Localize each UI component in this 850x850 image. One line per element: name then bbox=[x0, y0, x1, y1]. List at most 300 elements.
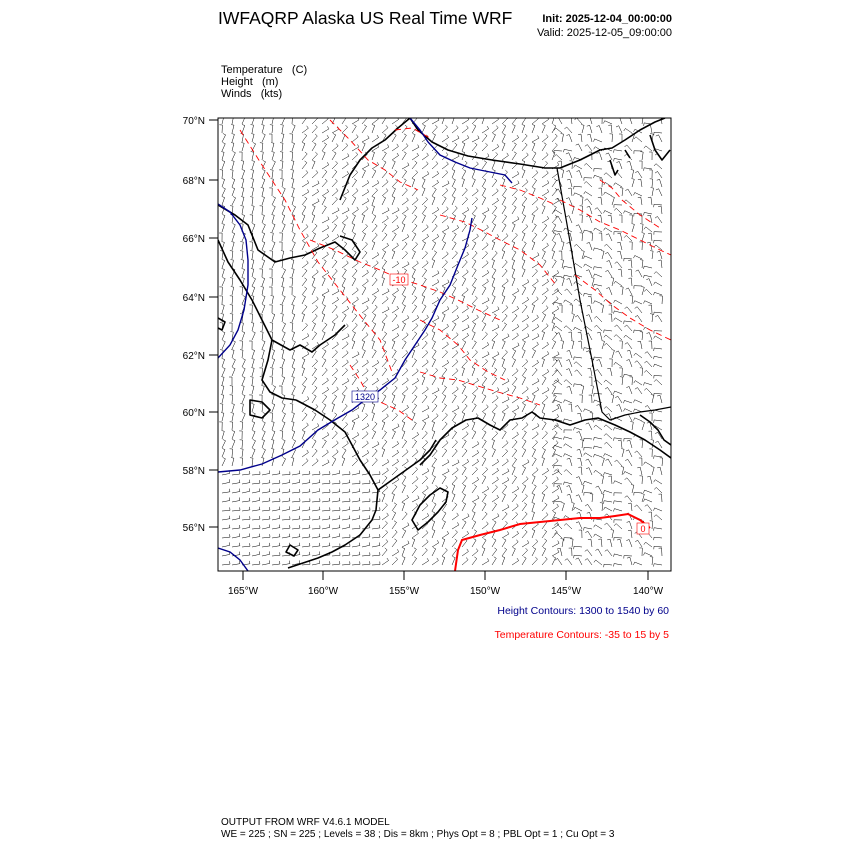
wind-barb bbox=[231, 242, 234, 251]
wind-barb bbox=[492, 503, 497, 511]
wind-barb bbox=[240, 251, 243, 259]
wind-barb bbox=[242, 488, 250, 493]
wind-barb bbox=[616, 351, 622, 358]
wind-barb bbox=[322, 197, 326, 206]
wind-barb bbox=[472, 557, 477, 565]
wind-barb bbox=[492, 269, 496, 277]
wind-barb bbox=[242, 534, 250, 539]
wind-barb bbox=[270, 368, 273, 376]
wind-barb bbox=[312, 552, 320, 557]
wind-barb bbox=[522, 260, 525, 269]
wind-barb bbox=[492, 152, 498, 160]
wind-barb bbox=[432, 350, 436, 358]
wind-barb bbox=[402, 495, 409, 502]
wind-barb bbox=[382, 332, 387, 340]
wind-barb bbox=[654, 245, 662, 250]
wind-barb bbox=[402, 215, 406, 223]
wind-barb bbox=[422, 125, 425, 134]
wind-barb bbox=[312, 359, 318, 367]
wind-barb bbox=[312, 543, 320, 547]
wind-barb bbox=[472, 350, 478, 358]
wind-barb bbox=[322, 534, 330, 538]
wind-barb bbox=[422, 296, 425, 305]
wind-barb bbox=[262, 560, 270, 565]
wind-barb bbox=[472, 260, 476, 268]
wind-barb bbox=[402, 234, 409, 241]
wind-barb bbox=[412, 305, 417, 313]
wind-barb bbox=[252, 422, 255, 431]
wind-barb bbox=[587, 242, 592, 250]
wind-barb bbox=[290, 116, 293, 124]
wind-barb bbox=[512, 386, 516, 394]
wind-barb bbox=[241, 179, 244, 188]
wind-barb bbox=[576, 522, 582, 529]
wind-barb bbox=[532, 207, 538, 215]
wind-barb bbox=[269, 305, 272, 313]
wind-barb bbox=[292, 242, 295, 251]
wind-barb bbox=[402, 262, 409, 268]
wind-barb bbox=[568, 188, 572, 196]
wind-barb bbox=[605, 270, 612, 277]
wind-barb bbox=[442, 557, 445, 566]
wind-barb bbox=[442, 413, 448, 421]
wind-barb bbox=[282, 472, 290, 476]
wind-barb bbox=[618, 269, 622, 277]
wind-barb bbox=[342, 534, 350, 538]
wind-barb bbox=[624, 321, 632, 324]
wind-barb bbox=[462, 359, 468, 367]
wind-barb bbox=[262, 350, 265, 359]
wind-barb bbox=[312, 305, 318, 313]
wind-barb bbox=[402, 523, 409, 529]
wind-barb bbox=[614, 481, 623, 484]
wind-barb bbox=[279, 386, 282, 394]
wind-barb bbox=[392, 225, 399, 232]
wind-barb bbox=[608, 125, 612, 133]
wind-barb bbox=[382, 530, 388, 538]
wind-barb bbox=[352, 125, 356, 133]
wind-barb bbox=[392, 341, 395, 350]
wind-barb bbox=[230, 278, 233, 286]
wind-barb bbox=[332, 350, 338, 358]
wind-barb bbox=[422, 171, 429, 178]
wind-barb bbox=[372, 305, 377, 313]
wind-barb bbox=[614, 158, 622, 161]
wind-barb bbox=[290, 323, 293, 331]
wind-barb bbox=[654, 420, 662, 423]
wind-barb bbox=[631, 485, 634, 494]
wind-barb bbox=[657, 251, 662, 259]
wind-barb bbox=[260, 152, 263, 160]
wind-barb bbox=[580, 440, 583, 448]
wind-barb bbox=[639, 458, 642, 466]
wind-barb bbox=[352, 207, 359, 214]
wind-barb bbox=[382, 414, 388, 421]
wind-barb bbox=[580, 233, 583, 241]
wind-barb bbox=[532, 449, 536, 458]
wind-barb bbox=[646, 279, 652, 286]
wind-barb bbox=[462, 188, 467, 196]
wind-barb bbox=[532, 530, 535, 539]
wind-barb bbox=[542, 216, 549, 223]
wind-barb bbox=[291, 170, 294, 178]
wind-barb bbox=[312, 215, 315, 224]
wind-barb bbox=[222, 368, 225, 377]
wind-barb bbox=[542, 431, 548, 439]
wind-barb bbox=[260, 323, 263, 331]
wind-barb bbox=[412, 395, 417, 403]
wind-barb bbox=[522, 368, 527, 376]
wind-barb bbox=[372, 368, 377, 376]
wind-barb bbox=[232, 188, 235, 197]
wind-barb bbox=[576, 225, 582, 232]
wind-barb bbox=[594, 437, 602, 440]
wind-barb bbox=[322, 189, 329, 196]
wind-barb bbox=[292, 534, 300, 538]
wind-barb bbox=[654, 364, 663, 367]
wind-barb bbox=[532, 360, 539, 367]
wind-barb bbox=[372, 458, 377, 466]
wind-barb bbox=[352, 341, 355, 350]
wind-barb bbox=[221, 152, 224, 161]
wind-barb bbox=[564, 454, 573, 457]
wind-barb bbox=[312, 525, 320, 529]
wind-barb bbox=[412, 296, 417, 304]
wind-barb bbox=[566, 171, 572, 179]
wind-barb bbox=[595, 549, 602, 556]
wind-barb bbox=[342, 516, 350, 520]
wind-barb bbox=[640, 152, 643, 160]
wind-barb bbox=[252, 332, 255, 341]
wind-barb bbox=[402, 431, 405, 440]
wind-barb bbox=[302, 423, 308, 430]
wind-barb bbox=[362, 170, 366, 179]
wind-barb bbox=[402, 548, 405, 557]
wind-barb bbox=[221, 395, 224, 404]
wind-barb bbox=[372, 413, 375, 422]
wind-barb bbox=[512, 422, 518, 430]
wind-barb bbox=[262, 440, 265, 449]
wind-barb bbox=[302, 197, 307, 205]
wind-barb bbox=[252, 431, 255, 440]
wind-barb bbox=[644, 499, 653, 502]
wind-barb bbox=[241, 161, 244, 170]
wind-barb bbox=[322, 460, 329, 466]
wind-barb bbox=[372, 125, 375, 134]
wind-barb bbox=[502, 314, 507, 322]
wind-barb bbox=[462, 306, 469, 313]
wind-barb bbox=[362, 270, 369, 277]
wind-barb bbox=[492, 260, 495, 269]
wind-barb bbox=[352, 498, 360, 502]
wind-barb bbox=[292, 431, 295, 440]
wind-barb bbox=[502, 224, 506, 232]
wind-barb bbox=[581, 386, 584, 395]
wind-barb bbox=[532, 269, 538, 277]
wind-barb bbox=[312, 297, 318, 304]
wind-barb bbox=[322, 378, 329, 385]
wind-barb bbox=[269, 188, 272, 196]
wind-barb bbox=[232, 525, 240, 529]
wind-barb bbox=[452, 387, 458, 394]
wind-barb bbox=[532, 423, 539, 430]
wind-barb bbox=[601, 476, 604, 484]
wind-barb bbox=[577, 432, 583, 440]
wind-barb bbox=[250, 314, 253, 322]
wind-barb bbox=[628, 530, 632, 538]
wind-barb bbox=[239, 152, 242, 160]
wind-barb bbox=[659, 494, 663, 502]
wind-barb bbox=[302, 386, 306, 395]
wind-barb bbox=[292, 489, 300, 493]
wind-barb bbox=[402, 134, 406, 142]
wind-barb bbox=[564, 400, 573, 403]
wind-barb bbox=[619, 368, 622, 376]
wind-barb bbox=[432, 287, 438, 295]
wind-barb bbox=[614, 311, 623, 314]
wind-barb bbox=[492, 287, 495, 296]
wind-barb bbox=[240, 341, 243, 349]
wind-barb bbox=[604, 564, 612, 567]
wind-barb bbox=[512, 343, 519, 349]
wind-barb bbox=[472, 287, 476, 296]
wind-barb bbox=[412, 548, 416, 556]
wind-barb bbox=[574, 507, 583, 511]
wind-barb bbox=[342, 297, 348, 305]
wind-barb bbox=[452, 170, 455, 179]
wind-barb bbox=[472, 224, 476, 232]
wind-barb bbox=[362, 163, 369, 169]
lat-label: 58°N bbox=[182, 466, 205, 477]
wind-barb bbox=[402, 378, 408, 385]
wind-barb bbox=[462, 485, 466, 494]
wind-barb bbox=[604, 192, 612, 196]
wind-barb bbox=[312, 270, 318, 277]
bristol-islands bbox=[286, 545, 298, 556]
wind-barb bbox=[422, 188, 425, 197]
wind-barb bbox=[392, 288, 399, 295]
wind-barb bbox=[352, 288, 358, 295]
wind-barb bbox=[271, 440, 274, 449]
wind-barb bbox=[362, 207, 368, 215]
wind-barb bbox=[442, 242, 446, 251]
wind-barb bbox=[604, 507, 612, 511]
wind-barb bbox=[654, 508, 663, 511]
wind-barb bbox=[332, 359, 338, 367]
wind-barb bbox=[372, 242, 375, 251]
wind-barb bbox=[362, 279, 368, 286]
wind-barb bbox=[412, 215, 417, 223]
wind-barb bbox=[362, 507, 370, 511]
wind-barb bbox=[222, 224, 225, 233]
wind-barb bbox=[262, 422, 265, 431]
wind-barb bbox=[512, 504, 518, 511]
wind-barb bbox=[322, 170, 327, 178]
wind-barb bbox=[502, 269, 507, 277]
wind-barb bbox=[568, 332, 572, 340]
wind-barb bbox=[362, 489, 370, 493]
wind-barb bbox=[402, 476, 406, 484]
wind-barb bbox=[472, 251, 477, 259]
wind-barb bbox=[271, 449, 274, 458]
wind-barb bbox=[372, 152, 375, 161]
wind-barb bbox=[452, 188, 456, 196]
wind-barb bbox=[222, 341, 225, 350]
wind-barb bbox=[422, 422, 426, 431]
wind-barb bbox=[656, 189, 662, 196]
wind-barb bbox=[642, 233, 645, 242]
wind-barb bbox=[442, 280, 449, 286]
wind-barb bbox=[594, 284, 603, 287]
wind-barb bbox=[272, 314, 275, 323]
wind-barb bbox=[282, 413, 286, 422]
wind-barb bbox=[620, 377, 623, 385]
wind-barb bbox=[482, 143, 488, 151]
wind-barb bbox=[647, 476, 652, 484]
wind-barb bbox=[462, 207, 469, 214]
wind-barb bbox=[644, 462, 652, 466]
wind-barb bbox=[322, 440, 326, 448]
wind-barb bbox=[362, 314, 366, 322]
wind-barb bbox=[382, 440, 387, 448]
wind-barb bbox=[649, 152, 652, 160]
wind-barb bbox=[332, 552, 340, 556]
wind-barb bbox=[512, 494, 517, 502]
wind-barb bbox=[566, 369, 572, 376]
wind-barb bbox=[222, 431, 225, 440]
wind-barb bbox=[262, 134, 265, 143]
wind-barb bbox=[640, 224, 643, 232]
lon-label: 155°W bbox=[388, 586, 420, 597]
wind-barb bbox=[432, 341, 436, 350]
wind-barb bbox=[532, 279, 538, 286]
wind-barb bbox=[412, 432, 419, 439]
wind-barb bbox=[492, 242, 495, 251]
wind-barb bbox=[282, 516, 290, 520]
wind-barb bbox=[422, 440, 428, 448]
wind-barb bbox=[532, 503, 535, 512]
wind-barb bbox=[647, 333, 653, 341]
wind-barb bbox=[452, 548, 457, 556]
wind-barb bbox=[608, 215, 612, 223]
wind-barb bbox=[542, 314, 546, 323]
wind-barb bbox=[262, 480, 270, 484]
wind-barb bbox=[372, 442, 379, 449]
wind-barb bbox=[605, 252, 612, 259]
wind-barb bbox=[422, 206, 427, 214]
wind-barb bbox=[512, 116, 517, 124]
wind-barb bbox=[635, 307, 642, 313]
wind-barb bbox=[542, 206, 545, 215]
wind-barb bbox=[634, 193, 643, 197]
wind-barb bbox=[606, 288, 612, 296]
wind-barb bbox=[312, 377, 317, 385]
wind-barb bbox=[482, 225, 489, 232]
wind-barb bbox=[261, 116, 264, 125]
wind-barb bbox=[452, 485, 455, 494]
wind-barb bbox=[577, 171, 583, 179]
wind-barb bbox=[332, 498, 340, 502]
wind-barb bbox=[542, 260, 546, 268]
wind-barb bbox=[382, 180, 388, 188]
wind-barb bbox=[221, 116, 224, 125]
wind-barb bbox=[322, 404, 326, 412]
wind-barb bbox=[605, 387, 612, 394]
wind-barb bbox=[222, 161, 225, 170]
wind-barb bbox=[362, 369, 368, 376]
wind-barb bbox=[422, 548, 427, 556]
wind-barb bbox=[542, 288, 548, 295]
wind-barb bbox=[292, 440, 296, 449]
wind-barb bbox=[220, 404, 223, 412]
wind-barb bbox=[555, 370, 562, 376]
wind-barb bbox=[542, 224, 547, 232]
wind-barb bbox=[651, 395, 654, 404]
wind-barb bbox=[292, 479, 300, 484]
wind-barb bbox=[342, 171, 349, 178]
wind-barb bbox=[269, 269, 272, 277]
wind-barb bbox=[432, 152, 437, 160]
wind-barb bbox=[312, 516, 320, 520]
wind-barb bbox=[442, 125, 448, 133]
wind-barb bbox=[552, 522, 559, 529]
wind-barb bbox=[649, 413, 652, 421]
wind-barb bbox=[564, 470, 572, 476]
wind-barb bbox=[598, 539, 602, 547]
wind-barb bbox=[492, 206, 497, 214]
wind-barb bbox=[261, 359, 264, 368]
wind-barb bbox=[552, 406, 559, 412]
wind-barb bbox=[442, 548, 447, 556]
wind-barb bbox=[402, 315, 409, 322]
wind-barb bbox=[462, 197, 468, 205]
wind-barb bbox=[492, 359, 496, 368]
chart-title: IWFAQRP Alaska US Real Time WRF bbox=[218, 8, 513, 28]
wind-barb bbox=[522, 224, 528, 232]
wind-barb bbox=[220, 170, 223, 178]
wind-barb bbox=[650, 314, 653, 322]
wind-barb bbox=[542, 189, 549, 196]
wind-barb bbox=[312, 189, 319, 196]
wind-barb bbox=[564, 538, 572, 541]
wind-barb bbox=[512, 377, 517, 385]
wind-barb bbox=[302, 170, 308, 178]
wind-barb bbox=[472, 549, 478, 556]
wind-barb bbox=[242, 368, 245, 377]
wind-barb bbox=[462, 368, 465, 377]
wind-barb bbox=[442, 170, 448, 178]
wind-barb bbox=[442, 531, 449, 538]
wind-barb bbox=[644, 275, 653, 278]
wind-barb bbox=[542, 548, 546, 557]
wind-barb bbox=[251, 188, 254, 197]
wind-barb bbox=[612, 197, 615, 206]
wind-barb bbox=[262, 224, 265, 233]
wind-barb bbox=[281, 350, 284, 359]
wind-barb bbox=[492, 224, 496, 233]
wind-barb bbox=[402, 296, 406, 305]
wind-barb bbox=[522, 180, 528, 188]
wind-barb bbox=[292, 507, 300, 512]
wind-barb bbox=[251, 386, 254, 395]
wind-barb bbox=[512, 512, 518, 520]
wind-barb bbox=[372, 341, 375, 350]
wind-barb bbox=[432, 414, 438, 421]
wind-barb bbox=[392, 485, 397, 493]
wind-barb bbox=[584, 493, 592, 496]
wind-barb bbox=[542, 135, 548, 142]
wind-barb bbox=[232, 152, 235, 161]
